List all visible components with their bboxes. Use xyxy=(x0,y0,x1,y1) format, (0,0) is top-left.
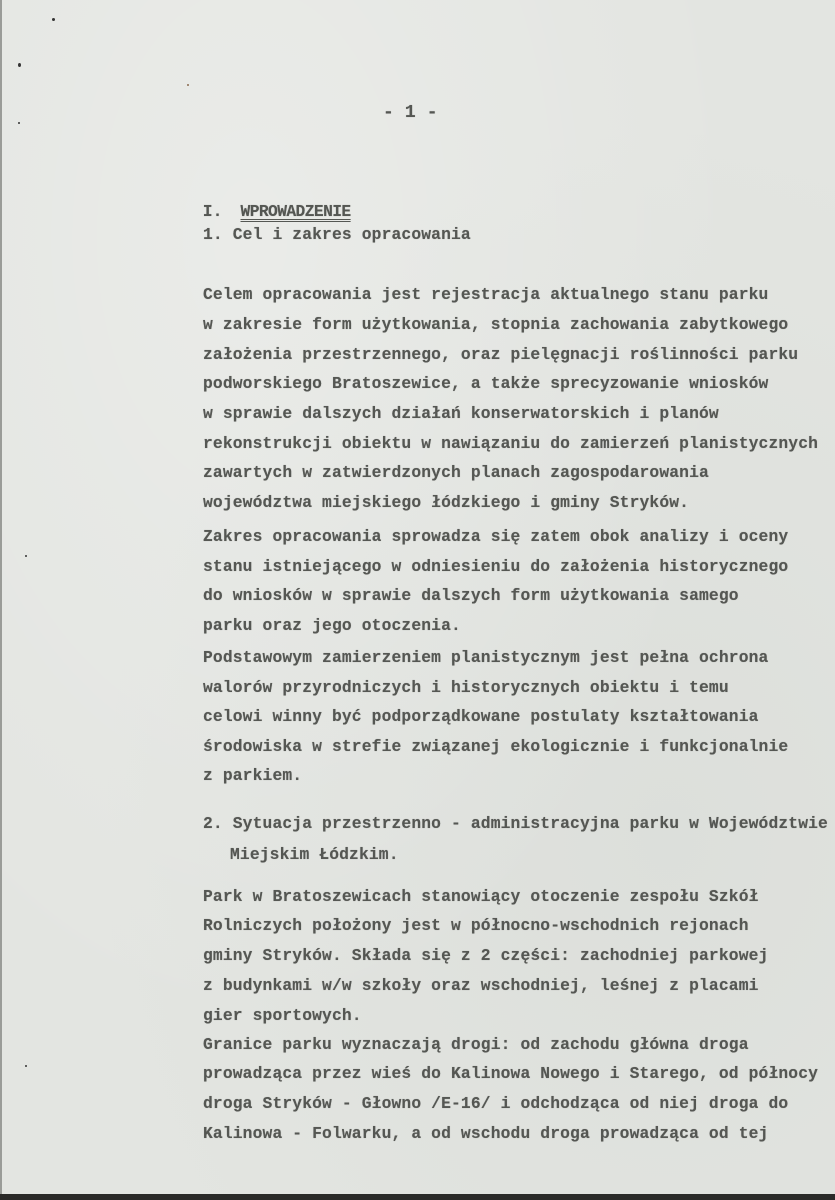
text-line: gminy Stryków. Składa się z 2 części: zachodniej parkowej xyxy=(203,946,769,965)
page-number: - 1 - xyxy=(383,103,438,123)
text-line: Kalinowa - Folwarku, a od wschodu droga prowadząca od tej xyxy=(203,1124,769,1143)
text-line: zawartych w zatwierdzonych planach zagospodarowania xyxy=(203,463,709,482)
text-line: Rolniczych położony jest w północno-wschodnich rejonach xyxy=(203,916,749,935)
chapter-numeral: I. xyxy=(202,202,223,221)
text-line: Podstawowym zamierzeniem planistycznym jest pełna ochrona xyxy=(203,648,769,667)
text-line: z budynkami w/w szkoły oraz wschodniej, leśnej z placami xyxy=(203,976,759,995)
text-line: parku oraz jego otoczenia. xyxy=(203,616,461,635)
text-line: celowi winny być podporządkowane postulaty kształtowania xyxy=(203,707,759,726)
text-line: gier sportowych. xyxy=(203,1006,362,1025)
text-line: podworskiego Bratoszewice, a także sprecyzowanie wniosków xyxy=(203,374,769,393)
section-heading-1: 1. Cel i zakres opracowania xyxy=(203,225,471,244)
text-line: walorów przyrodniczych i historycznych obiektu i temu xyxy=(203,678,729,697)
text-line: rekonstrukcji obiektu w nawiązaniu do zamierzeń planistycznych xyxy=(203,434,819,453)
ink-speck xyxy=(25,555,27,557)
text-line: w sprawie dalszych działań konserwatorskich i planów xyxy=(203,404,719,423)
text-line: środowiska w strefie związanej ekologicznie i funkcjonalnie xyxy=(203,737,789,756)
text-line: droga Stryków - Głowno /E-16/ i odchodząca od niej droga do xyxy=(203,1094,789,1113)
chapter-title: WPROWADZENIE xyxy=(240,202,351,221)
text-line: województwa miejskiego łódzkiego i gminy Stryków. xyxy=(203,493,690,512)
text-line: Park w Bratoszewicach stanowiący otoczenie zespołu Szkół xyxy=(203,887,759,906)
ink-speck xyxy=(18,63,21,67)
ink-speck xyxy=(187,84,189,86)
scan-border xyxy=(0,1194,835,1200)
text-line: prowadząca przez wieś do Kalinowa Nowego i Starego, od północy xyxy=(203,1064,819,1083)
page-edge xyxy=(0,0,2,1194)
ink-speck xyxy=(25,1065,27,1067)
text-line: stanu istniejącego w odniesieniu do założenia historycznego xyxy=(203,557,789,576)
text-line: w zakresie form użytkowania, stopnia zachowania zabytkowego xyxy=(203,315,789,334)
text-line: założenia przestrzennego, oraz pielęgnacji roślinności parku xyxy=(203,345,799,364)
section-heading-2-continued: Miejskim Łódzkim. xyxy=(230,845,399,864)
section-heading-2: 2. Sytuacja przestrzenno - administracyjna parku w Województwie xyxy=(203,814,828,833)
text-line: Zakres opracowania sprowadza się zatem obok analizy i oceny xyxy=(203,527,789,546)
ink-speck xyxy=(18,122,20,124)
text-line: do wniosków w sprawie dalszych form użytkowania samego xyxy=(203,586,739,605)
ink-speck xyxy=(52,18,55,21)
text-line: z parkiem. xyxy=(203,766,303,785)
text-line: Celem opracowania jest rejestracja aktualnego stanu parku xyxy=(203,285,769,304)
text-line: Granice parku wyznaczają drogi: od zachodu główna droga xyxy=(203,1035,749,1054)
